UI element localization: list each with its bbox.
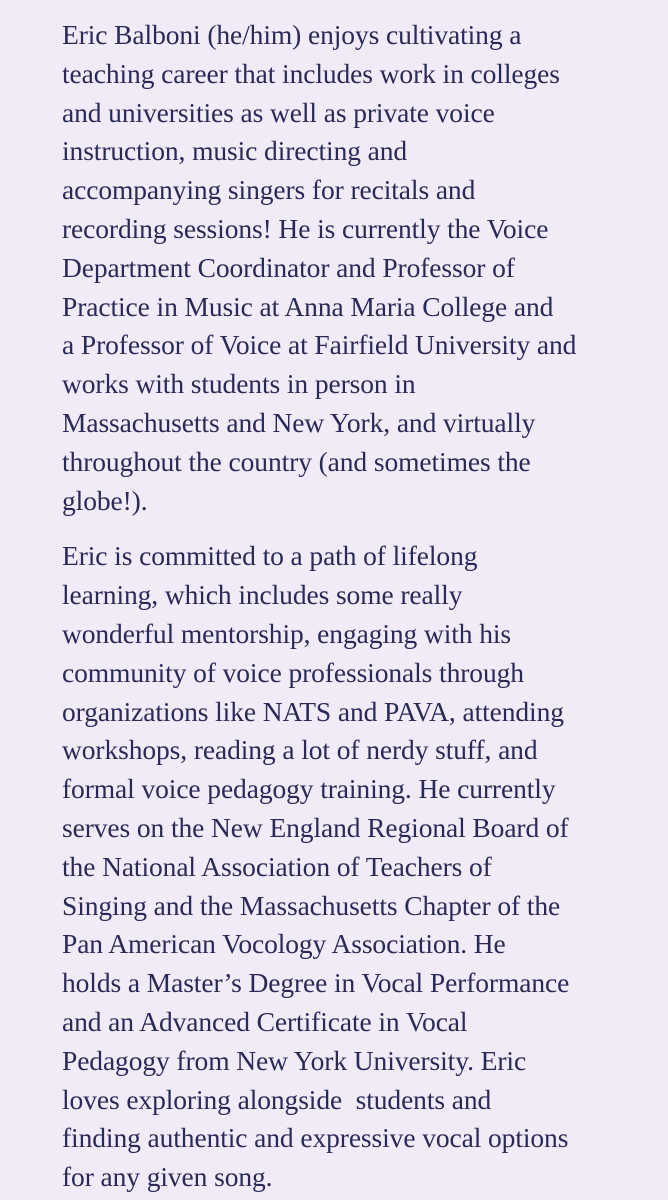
text-line: wonderful mentorship, engaging with his	[62, 617, 512, 649]
text-line: instruction, music directing and	[62, 135, 408, 167]
text-line: Singing and the Massachusetts Chapter of the	[62, 889, 561, 921]
text-line: finding authentic and expressive vocal options	[62, 1122, 569, 1154]
text-line: workshops, reading a lot of nerdy stuff, and	[62, 734, 538, 766]
bio-paragraph-2	[62, 537, 622, 1197]
text-line: organizations like NATS and PAVA, attending	[62, 695, 564, 727]
bio-paragraph-1	[62, 16, 622, 520]
text-line: Department Coordinator and Professor of	[62, 251, 515, 283]
text-line: Pan American Vocology Association. He	[62, 928, 506, 960]
text-line: holds a Master’s Degree in Vocal Performance	[62, 967, 570, 999]
text-line: and universities as well as private voice	[62, 96, 495, 128]
text-line: Eric Balboni (he/him) enjoys cultivating a	[62, 19, 522, 50]
text-line: works with students in person in	[62, 368, 416, 400]
text-line: globe!).	[62, 484, 148, 516]
text-line: Eric is committed to a path of lifelong	[62, 540, 478, 572]
text-line: Massachusetts and New York, and virtually	[62, 406, 536, 438]
text-line: throughout the country (and sometimes the	[62, 445, 531, 477]
text-line: formal voice pedagogy training. He currently	[62, 773, 556, 805]
text-line: Pedagogy from New York University. Eric	[62, 1044, 527, 1076]
text-line: and an Advanced Certificate in Vocal	[62, 1005, 468, 1037]
text-line: teaching career that includes work in colleges	[62, 57, 560, 89]
text-line: community of voice professionals through	[62, 656, 524, 688]
text-line: for any given song.	[62, 1161, 273, 1193]
text-line: a Professor of Voice at Fairfield University and	[62, 329, 577, 361]
text-line: Practice in Music at Anna Maria College and	[62, 290, 554, 322]
bio-text	[62, 16, 622, 1197]
text-line: serves on the New England Regional Board of	[62, 811, 569, 843]
text-line: loves exploring alongside students and	[62, 1083, 492, 1115]
text-line: accompanying singers for recitals and	[62, 174, 476, 206]
text-line: learning, which includes some really	[62, 579, 463, 611]
text-line: the National Association of Teachers of	[62, 850, 492, 882]
text-line: recording sessions! He is currently the Voice	[62, 212, 549, 244]
